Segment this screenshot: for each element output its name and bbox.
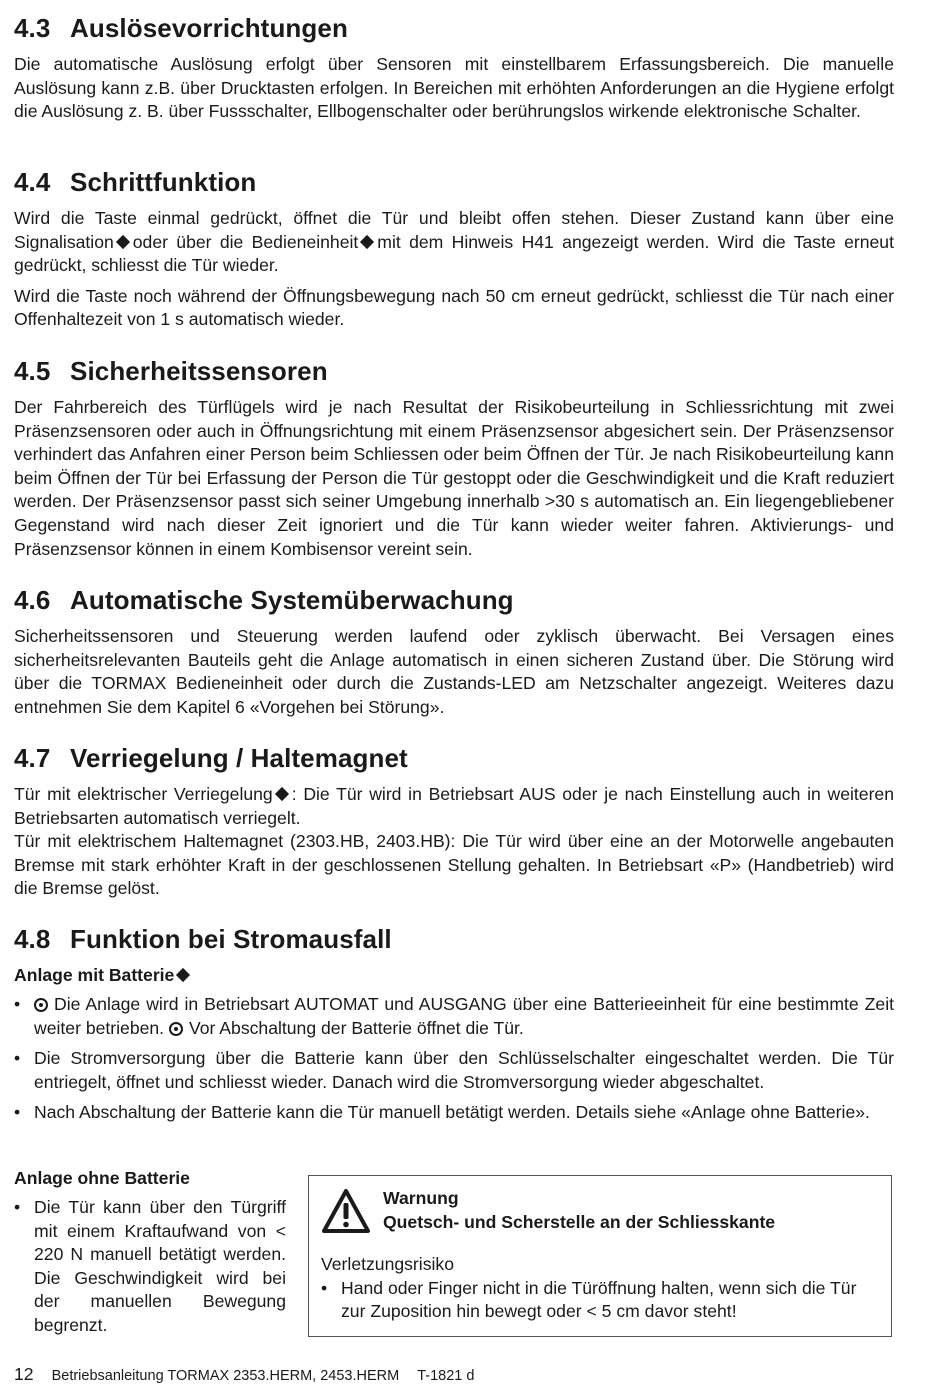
list-item: • Die Anlage wird in Betriebsart AUTOMAT und AUSGANG über eine Batterieeinheit für eine bestimmte Zeit weiter betrieben. Vor Abschaltung der Batterie öffnet die Tür. (14, 994, 894, 1038)
diamond-icon (116, 235, 130, 249)
warning-box (308, 1175, 892, 1337)
diamond-icon (360, 235, 374, 249)
warning-risk: Verletzungsrisiko (321, 1254, 454, 1274)
warning-header (321, 1186, 879, 1244)
list-item: • Hand oder Finger nicht in die Türöffnung halten, wenn sich die Tür zur Zuposition hin bewegt oder < 5 cm davor steht! (321, 1277, 857, 1322)
paragraph: Die automatische Auslösung erfolgt über Sensoren mit einstellbarem Erfassungsbereich. Die manuelle Auslösung kann z.B. über Drucktasten erfolgen. In Bereichen mit erhöhten Anforderungen an die Hygiene erfolgt die Auslösung z. B. über Fussschalter, Ellbogenschalter oder berührungslos wirkende elektronische Schalter. (14, 54, 894, 122)
warning-body (321, 1253, 879, 1324)
warning-title: Warnung (383, 1188, 459, 1208)
list-item: • Nach Abschaltung der Batterie kann die Tür manuell betätigt werden. Details siehe «Anlage ohne Batterie». (14, 1102, 870, 1123)
warning-subtitle: Quetsch- und Scherstelle an der Schliesskante (383, 1212, 776, 1232)
subheading: Anlage ohne Batterie (14, 1168, 190, 1188)
list-item: • Die Stromversorgung über die Batterie kann über den Schlüsselschalter eingeschaltet werden. Die Tür entriegelt, öffnet und schliesst wieder. Danach wird die Stromversorgung wieder abgeschaltet. (14, 1048, 894, 1092)
diamond-icon (176, 968, 190, 982)
subheading: Anlage mit Batterie (14, 963, 894, 987)
paragraph: Wird die Taste noch während der Öffnungsbewegung nach 50 cm erneut gedrückt, schliesst die Tür nach einer Offenhaltezeit von 1 s automatisch wieder. (14, 285, 894, 330)
bullet-list (14, 1196, 286, 1338)
section-heading: 4.5 Sicherheitssensoren (14, 356, 328, 386)
section-4-6 (14, 584, 894, 719)
diamond-icon (275, 787, 289, 801)
document-code: T-1821 d (417, 1368, 475, 1384)
page-footer (14, 1365, 474, 1385)
section-4-7 (14, 742, 894, 901)
paragraph: Tür mit elektrischem Haltemagnet (2303.HB, 2403.HB): Die Tür wird über eine an der Motorwelle angebauten Bremse mit stark erhöhter Kraft in der geschlossenen Stellung gehalten. In Betriebsart «P» (Handbetrieb) wird die Bremse gelöst. (14, 831, 894, 899)
list-item: • Die Tür kann über den Türgriff mit einem Kraftaufwand von < 220 N manuell betätigt werden. Die Geschwindigkeit wird bei der manuellen Bewegung begrenzt. (14, 1197, 286, 1335)
page-number: 12 (14, 1364, 34, 1384)
warning-triangle-icon (321, 1188, 371, 1234)
section-heading: 4.7 Verriegelung / Haltemagnet (14, 743, 408, 773)
section-4-5 (14, 355, 894, 561)
bullet-list (14, 993, 894, 1125)
section-4-8 (14, 923, 894, 1132)
bullet-list (321, 1277, 879, 1324)
paragraph: Wird die Taste einmal gedrückt, öffnet die Tür und bleibt offen stehen. Dieser Zustand kann über eine Signalisation oder über die Bedieneinheit mit dem Hinweis H41 angezeigt werden. Wird die Taste erneut gedrückt, schliesst die Tür wieder. (14, 208, 894, 276)
no-battery-column (14, 1166, 286, 1345)
section-heading: 4.6 Automatische Systemüberwachung (14, 585, 514, 615)
document-title: Betriebsanleitung TORMAX 2353.HERM, 2453.HERM (51, 1368, 400, 1384)
paragraph: Tür mit elektrischer Verriegelung : Die Tür wird in Betriebsart AUS oder je nach Einstellung auch in weiteren Betriebsarten automatisch verriegelt. (14, 784, 894, 828)
target-circle-icon (169, 1022, 183, 1036)
target-circle-icon (34, 998, 48, 1012)
section-4-4 (14, 166, 894, 332)
paragraph: Der Fahrbereich des Türflügels wird je nach Resultat der Risikobeurteilung in Schliessrichtung mit zwei Präsenzsensoren oder auch in Öffnungsrichtung mit einem Präsenzsensor abgesichert sein. Der Präsenzsensor verhindert das Anfahren einer Person beim Schliessen oder beim Öffnen der Tür. Je nach Risikobeurteilung kann beim Öffnen der Tür bei Erfassung der Person die Tür gestoppt oder die Geschwindigkeit und die Kraft reduziert werden. Der Präsenzsensor passt sich seiner Umgebung innerhalb >30 s automatisch an. Ein liegengebliebener Gegenstand wird nach dieser Zeit ignoriert und die Tür kann wieder weiter fahren. Aktivierungs- und Präsenzsensor können in einem Kombisensor vereint sein. (14, 397, 894, 559)
section-heading: 4.3 Auslösevorrichtungen (14, 13, 348, 43)
section-heading: 4.4 Schrittfunktion (14, 167, 257, 197)
section-heading: 4.8 Funktion bei Stromausfall (14, 924, 392, 954)
section-4-3 (14, 12, 894, 124)
paragraph: Sicherheitssensoren und Steuerung werden laufend oder zyklisch überwacht. Bei Versagen eines sicherheitsrelevanten Bauteils geht die Anlage automatisch in einen sicheren Zustand über. Die Störung wird über die TORMAX Bedieneinheit oder durch die Zustands-LED am Netzschalter angezeigt. Weiteres dazu entnehmen Sie dem Kapitel 6 «Vorgehen bei Störung». (14, 626, 894, 717)
